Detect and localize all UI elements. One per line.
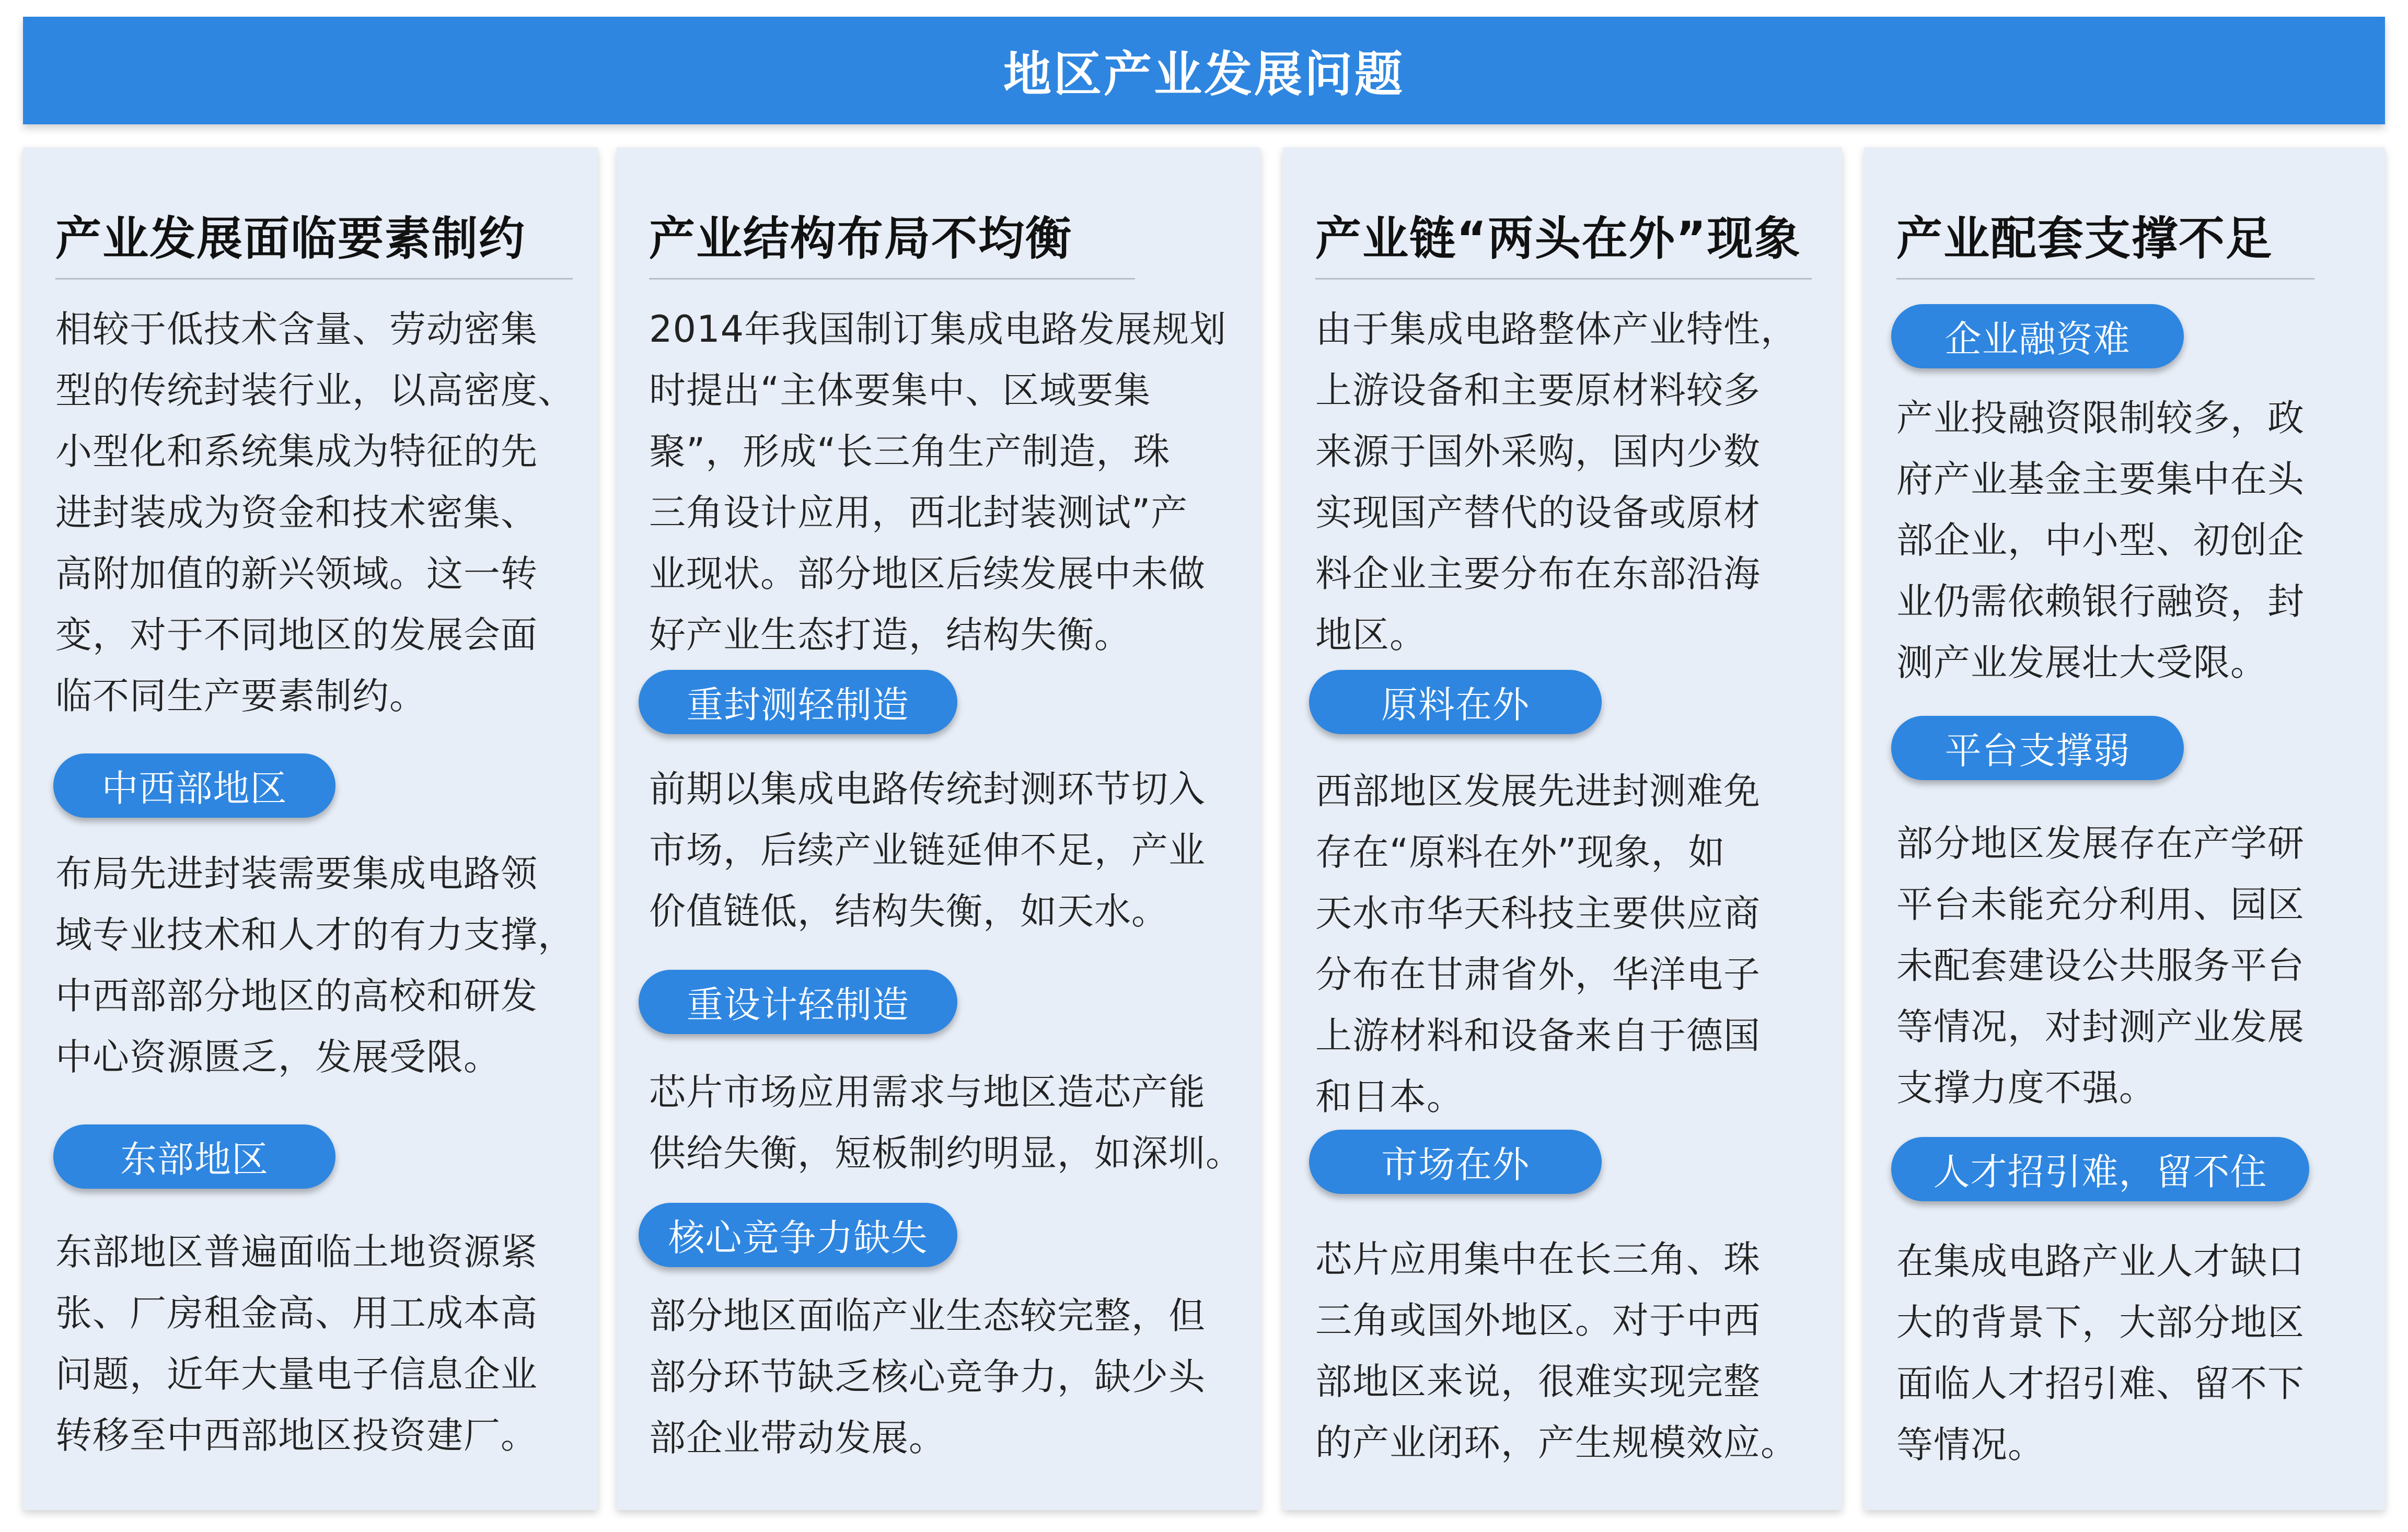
column-title: 产业链“两头在外”现象 <box>1315 212 1801 265</box>
section-text: 西部地区发展先进封测难免 存在“原料在外”现象，如 天水市华天科技主要供应商 分布在甘肃省外，华洋电子 上游材料和设备来自于德国 和日本。 <box>1315 770 1761 1118</box>
section-text: 布局先进封装需要集成电路领 域专业技术和人才的有力支撑， 中西部部分地区的高校和研发 中心资源匮乏，发展受限。 <box>55 852 575 1078</box>
label-pill-talent: 人才招引难，留不住 <box>1891 1137 2309 1201</box>
label-pill-materials-abroad: 原料在外 <box>1309 670 1602 734</box>
intro-text: 2014年我国制订集成电路发展规划 时提出“主体要集中、区域要集 聚”，形成“长三角生产制造，珠 三角设计应用，西北封装测试”产 业现状。部分地区后续发展中未做 好产业生态打造，结构失衡。 <box>649 308 1227 656</box>
label-pill-east: 东部地区 <box>53 1124 335 1189</box>
column-title: 产业发展面临要素制约 <box>55 212 526 265</box>
section-text: 产业投融资限制较多，政 府产业基金主要集中在头 部企业，中小型、初创企 业仍需依赖银行融资，封 测产业发展壮大受限。 <box>1896 397 2305 684</box>
section-text: 在集成电路产业人才缺口 大的背景下，大部分地区 面临人才招引难、留不下 等情况。 <box>1896 1240 2305 1466</box>
title-divider <box>55 278 573 280</box>
label-pill-financing: 企业融资难 <box>1891 304 2184 368</box>
column-factor-constraints <box>23 147 598 1510</box>
section-text: 东部地区普遍面临土地资源紧 张、厂房租金高、用工成本高 问题，近年大量电子信息企业 转移至中西部地区投资建厂。 <box>55 1231 538 1457</box>
label-pill-core-competitiveness: 核心竞争力缺失 <box>639 1203 957 1267</box>
intro-text: 相较于低技术含量、劳动密集 型的传统封装行业，以高密度、 小型化和系统集成为特征的先 进封装成为资金和技术密集、 高附加值的新兴领域。这一转 变，对于不同地区的发展会面 临不同生产要素制约。 <box>55 308 575 717</box>
label-pill-design-heavy: 重设计轻制造 <box>639 970 957 1034</box>
title-divider <box>1315 278 1812 280</box>
label-pill-central-west: 中西部地区 <box>53 753 335 818</box>
section-text: 部分地区发展存在产学研 平台未能充分利用、园区 未配套建设公共服务平台 等情况，对封测产业发展 支撑力度不强。 <box>1896 822 2305 1109</box>
intro-text: 由于集成电路整体产业特性， 上游设备和主要原材料较多 来源于国外采购，国内少数 实现国产替代的设备或原材 料企业主要分布在东部沿海 地区。 <box>1315 308 1798 656</box>
column-title: 产业配套支撑不足 <box>1896 212 2273 265</box>
column-title: 产业结构布局不均衡 <box>649 212 1073 265</box>
section-text: 芯片应用集中在长三角、珠 三角或国外地区。对于中西 部地区来说，很难实现完整 的产业闭环，产生规模效应。 <box>1315 1238 1798 1464</box>
label-pill-platform: 平台支撑弱 <box>1891 716 2184 780</box>
column-support-insufficient <box>1864 147 2385 1510</box>
section-text: 部分地区面临产业生态较完整，但 部分环节缺乏核心竞争力，缺少头 部企业带动发展。 <box>649 1294 1206 1459</box>
label-pill-packaging-heavy: 重封测轻制造 <box>639 670 957 734</box>
page-title: 地区产业发展问题 <box>23 17 2385 124</box>
section-text: 芯片市场应用需求与地区造芯产能 供给失衡，短板制约明显，如深圳。 <box>649 1071 1243 1175</box>
title-divider <box>1896 278 2314 280</box>
column-both-ends-abroad <box>1283 147 1842 1510</box>
label-pill-market-abroad: 市场在外 <box>1309 1130 1602 1194</box>
section-text: 前期以集成电路传统封测环节切入 市场，后续产业链延伸不足，产业 价值链低，结构失衡，如天水。 <box>649 768 1206 933</box>
column-structure-imbalance <box>617 147 1260 1510</box>
title-divider <box>649 278 1135 280</box>
